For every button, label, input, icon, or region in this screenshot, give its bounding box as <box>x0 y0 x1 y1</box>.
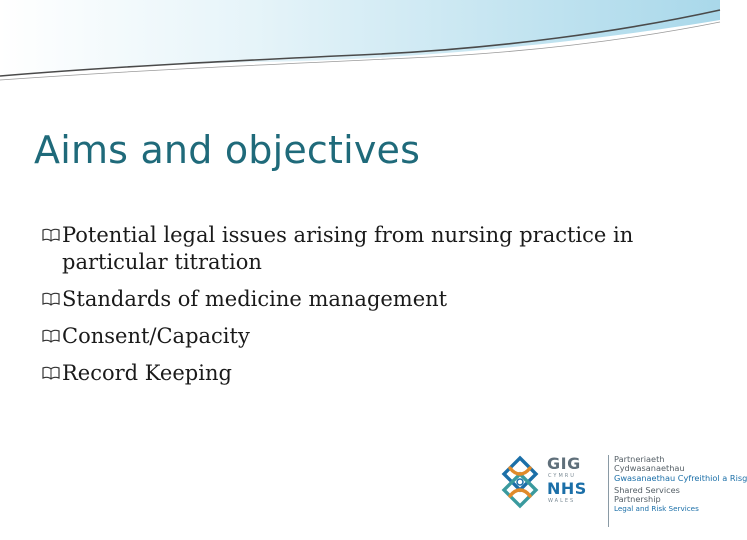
logo-wales-text: WALES <box>548 498 576 504</box>
logo-line: Partnership <box>614 494 661 504</box>
open-book-bullet-icon <box>42 365 60 381</box>
slide-title: Aims and objectives <box>34 128 421 172</box>
open-book-bullet-icon <box>42 328 60 344</box>
bullet-item <box>40 286 700 313</box>
bullet-item <box>40 360 700 387</box>
logo-divider <box>608 455 609 527</box>
logo-line: Partneriaeth <box>614 454 665 464</box>
open-book-bullet-icon <box>42 227 60 243</box>
logo-cymru-text: CYMRU <box>548 473 576 479</box>
header-wave-decoration <box>0 0 720 90</box>
bullet-item <box>40 323 700 350</box>
logo-line: Cydwasanaethau <box>614 463 685 473</box>
logo-nhs-text: NHS <box>547 479 587 498</box>
logo-gig-text: GIG <box>547 454 581 473</box>
logo-line: Legal and Risk Services <box>614 504 699 513</box>
bullet-text: Standards of medicine management <box>62 287 448 311</box>
bullet-text: Consent/Capacity <box>62 324 250 348</box>
open-book-bullet-icon <box>42 291 60 307</box>
nhs-wales-shared-services-logo <box>496 452 747 532</box>
celtic-knot-emblem-icon <box>496 454 544 510</box>
logo-line: Gwasanaethau Cyfreithiol a Risg <box>614 473 747 483</box>
bullet-item <box>40 222 700 276</box>
bullet-text: Potential legal issues arising from nursing practice in particular titration <box>62 223 634 274</box>
bullet-text: Record Keeping <box>62 361 232 385</box>
logo-line: Shared Services <box>614 485 680 495</box>
bullet-list <box>40 222 700 397</box>
